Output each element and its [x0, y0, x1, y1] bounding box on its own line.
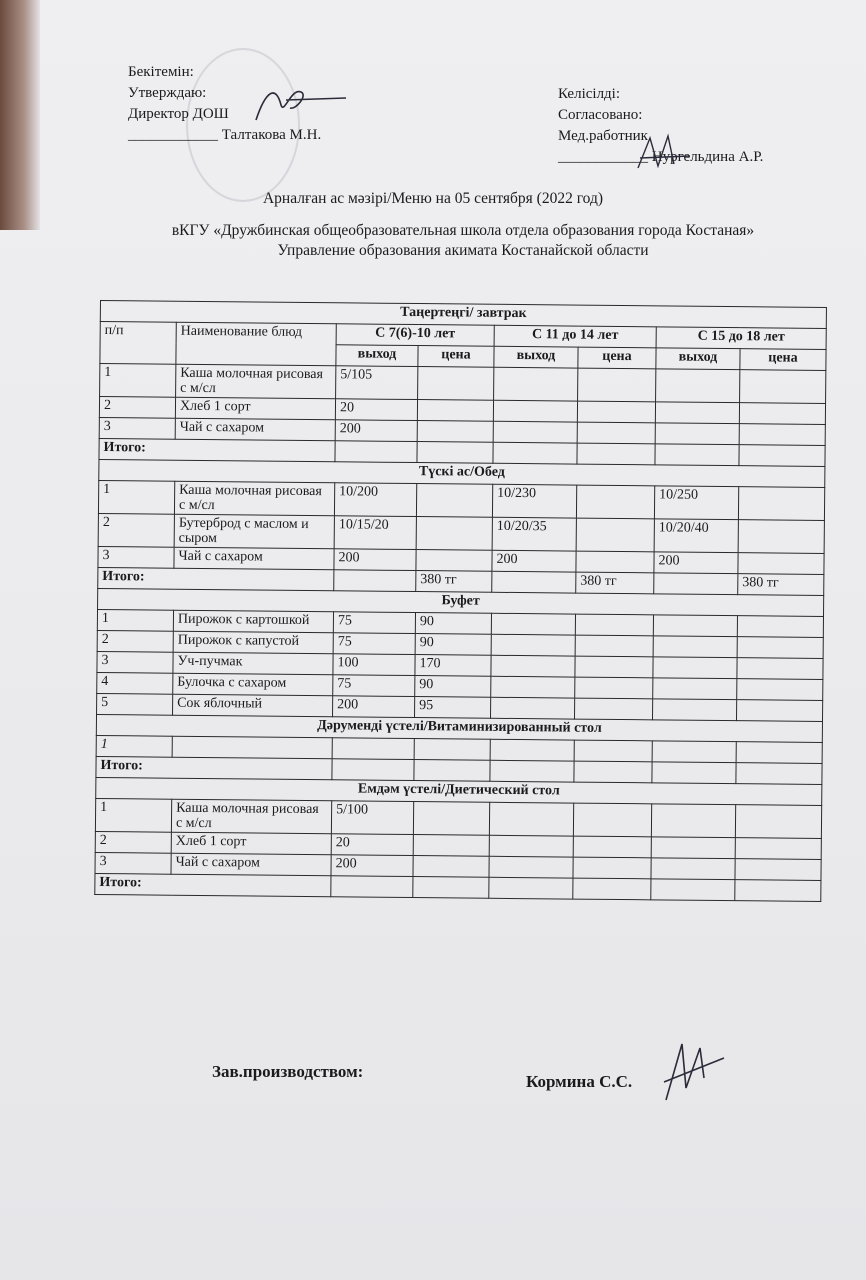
- row-num: 2: [99, 397, 175, 419]
- output-value: 75: [333, 675, 415, 697]
- agreement-line-1: Келісілді:: [558, 86, 621, 102]
- price-value: 90: [415, 676, 491, 698]
- output-value: 10/230: [492, 484, 576, 518]
- output-value: 10/200: [334, 483, 416, 517]
- approval-line-3: Директор ДОШ: [128, 106, 229, 122]
- dish-name: Сок яблочный: [173, 694, 333, 717]
- row-num: 3: [99, 417, 175, 439]
- dish-name: Каша молочная рисовая с м/сл: [171, 799, 331, 834]
- approval-line-2: Утверждаю:: [128, 85, 207, 101]
- approval-name: Талтакова М.Н.: [221, 127, 322, 143]
- dish-name: Чай с сахаром: [175, 418, 335, 441]
- output-value: 200: [492, 550, 576, 572]
- vitamin-section-title: Дәруменді үстелі/Витаминизированный стол: [96, 714, 822, 742]
- dish-name: Каша молочная рисовая с м/сл: [176, 364, 336, 399]
- dish-name: Уч-пучмак: [173, 652, 333, 675]
- price-value: 170: [415, 655, 491, 677]
- total-price: 380 тг: [576, 572, 654, 594]
- buffet-section-title: Буфет: [98, 588, 824, 616]
- row-num: 1: [98, 480, 174, 514]
- output-value: 200: [331, 855, 413, 877]
- total-label: Итого:: [96, 756, 332, 779]
- agreement-name: Нургельдина А.Р.: [651, 149, 764, 165]
- header-price-1: цена: [418, 346, 494, 368]
- total-label: Итого:: [95, 873, 331, 896]
- output-value: 20: [331, 834, 413, 856]
- organization-name: вКГУ «Дружбинская общеобразовательная школа отдела образования города Костаная»: [171, 222, 755, 239]
- price-value: 95: [415, 697, 491, 719]
- header-price-2: цена: [578, 347, 656, 369]
- menu-table: [94, 300, 827, 902]
- menu-title: Арналған ас мәзірі/Меню на 05 сентября (2022 год): [262, 190, 604, 207]
- row-num: 1: [97, 609, 173, 631]
- total-label: Итого:: [98, 567, 334, 590]
- header-output-2: выход: [494, 346, 578, 368]
- row-num: 1: [100, 364, 176, 398]
- row-num: 1: [96, 735, 172, 757]
- output-value: 10/20/35: [492, 517, 576, 551]
- row-num: 3: [97, 651, 173, 673]
- lunch-section-title: Түскі ас/Обед: [99, 459, 825, 487]
- medic-signature: [630, 128, 700, 178]
- price-value: 90: [415, 613, 491, 635]
- dish-name: Хлеб 1 сорт: [171, 832, 331, 855]
- output-value: 5/100: [331, 801, 413, 835]
- header-output-3: выход: [656, 348, 740, 370]
- output-value: 5/105: [336, 366, 418, 400]
- row-num: 4: [97, 672, 173, 694]
- output-value: 75: [333, 633, 415, 655]
- dish-name: Каша молочная рисовая с м/сл: [174, 481, 334, 516]
- header-num: п/п: [100, 322, 176, 365]
- diet-section-title: Емдәм үстелі/Диетический стол: [96, 777, 822, 805]
- agreement-underline: ____________: [558, 149, 648, 165]
- row-num: 2: [95, 831, 171, 853]
- breakfast-section-title: Таңертеңгі/ завтрак: [100, 301, 826, 329]
- organization-department: Управление образования акимата Костанайской области: [277, 242, 649, 259]
- dish-name: Пирожок с картошкой: [173, 610, 333, 633]
- total-price: 380 тг: [738, 574, 824, 596]
- total-price: 380 тг: [416, 571, 492, 593]
- footer-name: Кормина С.С.: [526, 1072, 633, 1091]
- footer-role: Зав.производством:: [212, 1062, 364, 1081]
- row-num: 3: [95, 852, 171, 874]
- dish-name: Пирожок с капустой: [173, 631, 333, 654]
- row-num: 2: [98, 513, 174, 547]
- header-output-1: выход: [336, 345, 418, 367]
- header-price-3: цена: [740, 349, 826, 371]
- manager-signature: [660, 1038, 730, 1108]
- header-age-7-10: С 7(6)-10 лет: [336, 324, 494, 347]
- agreement-line-3: Мед.работник: [558, 128, 648, 144]
- row-num: 1: [95, 798, 171, 832]
- row-num: 5: [97, 693, 173, 715]
- total-label: Итого:: [99, 438, 335, 461]
- approval-underline: ____________: [128, 127, 218, 143]
- director-signature: [246, 80, 356, 130]
- output-value: 10/20/40: [654, 519, 738, 553]
- output-value: 200: [335, 420, 417, 442]
- agreement-line-2: Согласовано:: [558, 107, 643, 123]
- output-value: 75: [333, 612, 415, 634]
- dish-name: Хлеб 1 сорт: [175, 397, 335, 420]
- output-value: 100: [333, 654, 415, 676]
- approval-line-1: Бекітемін:: [128, 64, 194, 80]
- output-value: 200: [333, 696, 415, 718]
- dish-name: Чай с сахаром: [171, 853, 331, 876]
- output-value: 10/250: [654, 486, 738, 520]
- output-value: 10/15/20: [334, 516, 416, 550]
- header-age-11-14: С 11 до 14 лет: [494, 325, 656, 348]
- output-value: 20: [335, 399, 417, 421]
- dish-name: Бутерброд с маслом и сыром: [174, 514, 334, 549]
- price-value: 90: [415, 634, 491, 656]
- header-dish-name: Наименование блюд: [176, 322, 336, 366]
- dish-name: Чай с сахаром: [174, 547, 334, 570]
- dish-name: Булочка с сахаром: [173, 673, 333, 696]
- output-value: 200: [334, 549, 416, 571]
- output-value: 200: [654, 552, 738, 574]
- header-age-15-18: С 15 до 18 лет: [656, 327, 826, 350]
- row-num: 3: [98, 546, 174, 568]
- row-num: 2: [97, 630, 173, 652]
